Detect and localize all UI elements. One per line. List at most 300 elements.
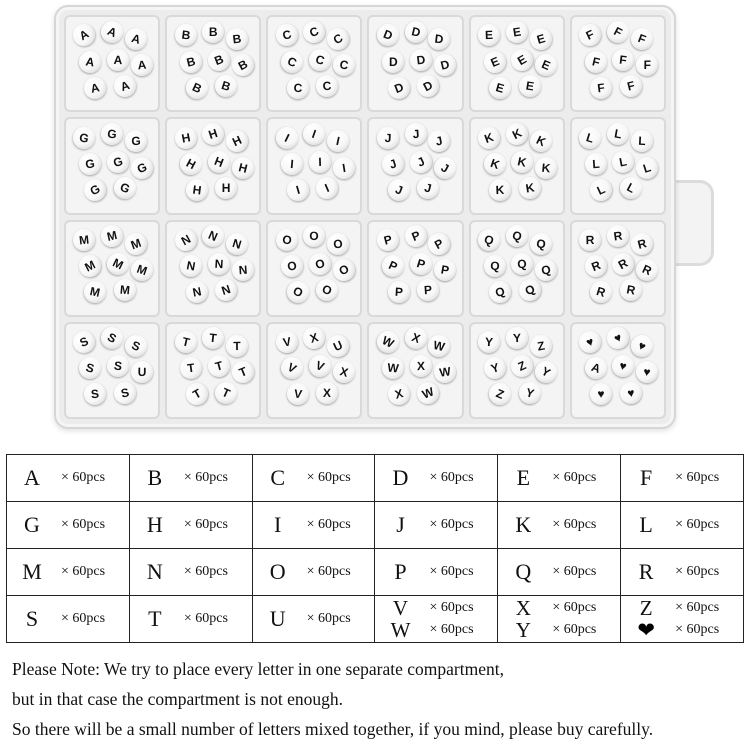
bead: N <box>223 230 250 257</box>
table-cell <box>7 596 130 643</box>
count-label: × 60pcs <box>429 470 474 485</box>
letter-label: X <box>515 595 531 620</box>
bead: W <box>433 360 458 385</box>
compartment <box>165 15 261 112</box>
count-label: × 60pcs <box>429 517 474 532</box>
bead: T <box>228 358 257 387</box>
bead: B <box>228 50 258 80</box>
bead: F <box>628 25 656 53</box>
bead: G <box>71 125 97 151</box>
bead: R <box>588 278 615 305</box>
bead: O <box>283 277 312 306</box>
bead: B <box>202 21 224 43</box>
bead: L <box>630 130 653 153</box>
bead: A <box>82 75 108 101</box>
bead: G <box>127 153 156 182</box>
compartment <box>266 15 362 112</box>
bead: J <box>430 153 460 183</box>
bead: P <box>432 257 457 282</box>
count-label: × 60pcs <box>552 600 597 615</box>
bead: Q <box>533 257 559 283</box>
count-label: × 60pcs <box>429 600 474 615</box>
bead: E <box>486 74 513 101</box>
bead: R <box>608 249 638 279</box>
bead: Q <box>510 252 534 276</box>
compartment <box>367 220 463 317</box>
bead: R <box>618 278 643 303</box>
bead: O <box>313 276 341 304</box>
bead: P <box>387 281 410 304</box>
count-label: × 60pcs <box>306 517 351 532</box>
letter-label: K <box>515 512 532 537</box>
bead: ♥ <box>635 360 659 384</box>
letter-label: R <box>638 559 654 584</box>
bead: R <box>579 229 601 251</box>
letter-label: L <box>639 512 653 537</box>
bead: X <box>401 324 429 352</box>
bead: J <box>376 126 399 149</box>
bead: A <box>111 72 139 100</box>
letter-label: S <box>25 606 39 631</box>
bead: K <box>475 124 503 152</box>
bead: Q <box>503 223 530 250</box>
table-cell <box>252 549 375 596</box>
compartment <box>469 322 565 419</box>
bead: N <box>199 222 228 251</box>
bead: J <box>380 150 408 178</box>
compartment <box>469 117 565 214</box>
table-cell <box>129 596 252 643</box>
bead: E <box>504 19 529 44</box>
bead: D <box>382 51 404 73</box>
bead: C <box>331 53 356 78</box>
bead: O <box>303 225 325 247</box>
letter-label: F <box>640 465 653 490</box>
bead: X <box>410 355 432 377</box>
bead: K <box>502 119 532 149</box>
bead: C <box>278 47 307 76</box>
bead: P <box>374 226 401 253</box>
bead: A <box>69 20 99 50</box>
bead: D <box>409 47 434 72</box>
count-label: × 60pcs <box>61 470 106 485</box>
bead: E <box>480 47 509 76</box>
count-label: × 60pcs <box>183 564 228 579</box>
letter-label: Q <box>515 559 532 584</box>
bead: N <box>231 258 254 281</box>
bead: E <box>507 45 537 75</box>
bead: E <box>527 26 554 53</box>
bead: Z <box>486 380 515 409</box>
count-label: × 60pcs <box>675 517 720 532</box>
table-cell <box>375 502 498 549</box>
bead: Q <box>515 276 545 306</box>
bead: F <box>576 21 605 50</box>
bead: M <box>72 228 96 252</box>
bead: J <box>427 129 453 155</box>
letter-label: P <box>394 559 407 584</box>
bead: Q <box>486 278 514 306</box>
bead: T <box>226 335 248 357</box>
bead: Z <box>528 333 553 358</box>
bead: V <box>274 329 299 354</box>
bead: V <box>277 353 307 383</box>
bead: R <box>605 224 630 249</box>
bead: Y <box>477 330 500 353</box>
bead: G <box>77 151 102 176</box>
letter-label: H <box>146 512 163 537</box>
bead: D <box>414 71 444 101</box>
bead: H <box>173 125 199 151</box>
bead: G <box>80 175 110 205</box>
count-label: × 60pcs <box>61 517 106 532</box>
table-cell <box>7 502 130 549</box>
bead: O <box>274 228 299 253</box>
bead: Y <box>516 379 543 406</box>
bead: F <box>603 17 633 47</box>
table-cell <box>252 502 375 549</box>
table-cell <box>498 455 621 502</box>
letter-label: G <box>24 512 40 537</box>
bead: Q <box>528 231 553 256</box>
bead: G <box>104 148 131 175</box>
count-label: × 60pcs <box>429 564 474 579</box>
bead: H <box>215 177 237 199</box>
bead: B <box>173 23 198 48</box>
count-label: × 60pcs <box>675 622 720 637</box>
bead: K <box>489 179 512 202</box>
note-text <box>12 654 742 744</box>
letter-label: W <box>390 617 411 642</box>
bead: W <box>414 378 443 407</box>
table-cell <box>375 549 498 596</box>
bead: E <box>517 73 542 98</box>
bead: A <box>98 17 127 46</box>
letter-label: D <box>392 465 409 490</box>
bead: A <box>77 49 102 74</box>
bead-box-photo <box>54 5 676 429</box>
letter-label: V <box>392 595 409 620</box>
count-label: × 60pcs <box>183 517 228 532</box>
bead: L <box>633 154 661 182</box>
compartment <box>266 220 362 317</box>
bead: D <box>374 21 402 49</box>
bead: M <box>99 223 125 249</box>
bead: D <box>427 27 452 52</box>
bead: L <box>610 149 636 175</box>
bead: R <box>581 252 610 281</box>
bead: ♥ <box>603 324 632 353</box>
bead: F <box>582 48 609 75</box>
bead: O <box>326 232 350 256</box>
bead: M <box>75 251 105 281</box>
count-label: × 60pcs <box>552 564 597 579</box>
bead: B <box>225 27 250 52</box>
bead: J <box>415 175 442 202</box>
bead: I <box>331 155 356 180</box>
count-label: × 60pcs <box>675 564 720 579</box>
compartment <box>165 220 261 317</box>
bead: M <box>103 249 132 278</box>
count-label: × 60pcs <box>183 611 228 626</box>
bead: N <box>184 279 210 305</box>
compartment <box>165 117 261 214</box>
bead: T <box>172 329 198 355</box>
bead: D <box>432 52 459 79</box>
count-label: × 60pcs <box>675 470 720 485</box>
bead: U <box>324 331 353 360</box>
bead: M <box>122 230 150 258</box>
bead: A <box>130 53 154 77</box>
bead: Z <box>508 352 537 381</box>
bead: K <box>534 156 558 180</box>
bead: I <box>300 120 328 148</box>
count-label: × 60pcs <box>61 564 106 579</box>
bead: ♥ <box>576 328 604 356</box>
bead: N <box>212 276 240 304</box>
bead: G <box>100 122 124 146</box>
bead: R <box>628 230 655 257</box>
bead: Y <box>505 327 528 350</box>
table-cell <box>7 455 130 502</box>
bead: E <box>532 51 561 80</box>
table-row <box>7 596 744 643</box>
bead: H <box>229 154 256 181</box>
bead: D <box>385 73 413 101</box>
compartment <box>469 220 565 317</box>
table-cell <box>621 455 744 502</box>
bead: F <box>617 72 644 99</box>
bead: X <box>385 381 412 408</box>
compartment <box>266 117 362 214</box>
bead: K <box>509 149 535 175</box>
bead: V <box>306 352 335 381</box>
table-cell <box>129 502 252 549</box>
bead: P <box>425 229 455 259</box>
table-row <box>7 502 744 549</box>
bead: F <box>636 54 658 76</box>
bead: L <box>616 173 646 203</box>
bead: A <box>582 354 610 382</box>
compartment <box>469 15 565 112</box>
table-cell <box>621 549 744 596</box>
bead: J <box>404 122 427 145</box>
bead: I <box>308 151 331 174</box>
bead: I <box>272 123 301 152</box>
bead: P <box>407 250 434 277</box>
compartment <box>570 15 666 112</box>
compartment <box>64 15 160 112</box>
letter-label: C <box>270 465 285 490</box>
compartment <box>367 322 463 419</box>
count-label: × 60pcs <box>552 470 597 485</box>
note-line-1: Please Note: We try to place every letter in one separate compartment, <box>12 659 504 679</box>
bead: Q <box>475 226 504 255</box>
compartment <box>570 322 666 419</box>
letter-label: J <box>396 512 405 537</box>
count-label: × 60pcs <box>61 611 106 626</box>
bead: H <box>223 127 252 156</box>
bead: Y <box>531 357 561 387</box>
bead: L <box>587 175 616 204</box>
bead: I <box>313 174 342 203</box>
letter-label: Y <box>515 617 531 642</box>
bead: Q <box>483 255 505 277</box>
letter-label: A <box>24 465 40 490</box>
bead: I <box>325 128 351 154</box>
count-label: × 60pcs <box>429 622 474 637</box>
count-label: × 60pcs <box>552 517 597 532</box>
bead: ♥ <box>590 383 612 405</box>
bead: V <box>285 382 310 407</box>
bead: X <box>330 359 357 386</box>
bead: K <box>526 127 555 156</box>
bead: A <box>122 26 149 53</box>
bead: S <box>76 355 103 382</box>
bead: S <box>105 354 130 379</box>
bead: T <box>179 356 204 381</box>
heart-icon: ❤ <box>637 617 655 642</box>
bead: B <box>178 48 205 75</box>
compartment <box>266 322 362 419</box>
letter-label: T <box>148 606 162 631</box>
table-row <box>7 549 744 596</box>
letter-label: I <box>273 512 282 537</box>
table-cell <box>7 549 130 596</box>
compartment <box>570 220 666 317</box>
bead: W <box>426 333 452 359</box>
bead: H <box>176 149 206 179</box>
bead: T <box>205 353 232 380</box>
bead: X <box>301 325 328 352</box>
table-cell <box>129 549 252 596</box>
bead: P <box>417 279 440 302</box>
table-cell <box>498 596 621 643</box>
bead: L <box>576 124 603 151</box>
bead: S <box>83 382 107 406</box>
bead: S <box>97 324 127 354</box>
bead: D <box>402 18 429 45</box>
bead: B <box>204 45 232 73</box>
letter-label: Z <box>639 595 653 620</box>
compartment <box>367 117 463 214</box>
bead: Y <box>481 355 508 382</box>
bead: T <box>201 326 225 350</box>
bead: L <box>605 121 630 146</box>
bead: G <box>110 174 139 203</box>
compartment <box>64 220 160 317</box>
bead: K <box>481 150 509 178</box>
bead: R <box>633 255 662 284</box>
bead: C <box>315 74 339 98</box>
bead: F <box>611 47 636 72</box>
count-label: × 60pcs <box>183 470 228 485</box>
bead: A <box>106 48 129 71</box>
bead: E <box>478 24 501 47</box>
bead: O <box>279 253 305 279</box>
note-line-2: but in that case the compartment is not enough. <box>12 689 343 709</box>
count-label: × 60pcs <box>306 611 351 626</box>
table-cell <box>129 455 252 502</box>
bead: N <box>171 225 201 255</box>
quantity-table <box>6 454 744 643</box>
bead: C <box>323 24 353 54</box>
letter-label: U <box>269 606 286 631</box>
table-cell <box>621 596 744 643</box>
bead: ♥ <box>627 331 657 361</box>
table-cell <box>252 596 375 643</box>
bead: N <box>207 253 230 276</box>
compartment <box>367 15 463 112</box>
bead: T <box>212 378 241 407</box>
bead: F <box>589 75 614 100</box>
letter-label: B <box>147 465 163 490</box>
bead: M <box>128 256 156 284</box>
bead: ♥ <box>610 353 636 379</box>
bead: O <box>329 255 359 285</box>
bead: M <box>82 279 108 305</box>
compartment <box>165 322 261 419</box>
count-label: × 60pcs <box>306 564 351 579</box>
compartment <box>64 322 160 419</box>
bead: W <box>373 327 403 357</box>
bead: J <box>406 147 435 176</box>
bead: B <box>212 72 240 100</box>
bead: H <box>199 120 227 148</box>
bead: H <box>184 178 209 203</box>
compartment <box>64 117 160 214</box>
compartment-grid <box>64 15 666 419</box>
bead: C <box>306 46 333 73</box>
count-label: × 60pcs <box>306 470 351 485</box>
bead: ♥ <box>618 380 643 405</box>
bead: C <box>273 22 300 49</box>
bead: B <box>182 73 211 102</box>
bead: X <box>316 381 338 403</box>
count-label: × 60pcs <box>675 600 720 615</box>
bead: K <box>517 175 542 200</box>
count-label: × 60pcs <box>552 622 597 637</box>
bead: S <box>122 332 151 361</box>
letter-label: N <box>146 559 163 584</box>
letter-label: O <box>269 559 286 584</box>
table-cell <box>252 455 375 502</box>
bead: G <box>125 130 148 153</box>
letter-label: M <box>22 559 42 584</box>
bead: O <box>306 250 334 278</box>
bead: J <box>385 176 413 204</box>
bead: I <box>280 152 304 176</box>
bead: P <box>379 252 408 281</box>
bead: P <box>401 222 430 251</box>
table-row <box>7 455 744 502</box>
bead: L <box>584 152 607 175</box>
bead: M <box>113 278 137 302</box>
bead: H <box>204 148 232 176</box>
bead: I <box>284 176 311 203</box>
bead: N <box>178 253 203 278</box>
table-cell <box>375 455 498 502</box>
letter-label: E <box>516 465 531 490</box>
table-cell <box>375 596 498 643</box>
table-cell <box>621 502 744 549</box>
note-line-3: So there will be a small number of letters mixed together, if you mind, please buy carefully. <box>12 719 654 739</box>
table-cell <box>498 502 621 549</box>
bead: C <box>286 76 309 99</box>
bead: T <box>182 379 212 409</box>
bead: S <box>112 379 138 405</box>
bead: W <box>381 356 405 380</box>
